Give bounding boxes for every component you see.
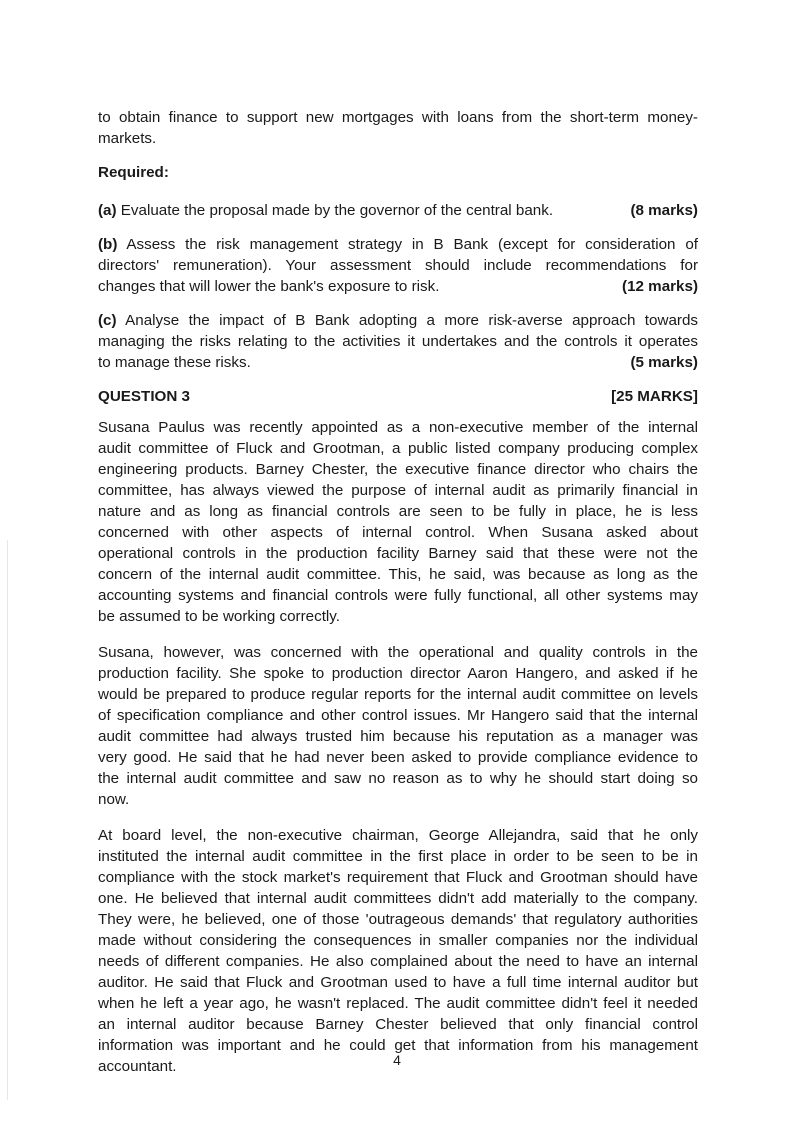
required-heading [98, 162, 698, 183]
part-letter: (a) [98, 202, 117, 219]
paragraph [98, 642, 698, 810]
text-line: accounting systems and financial controls were fully functional, all other systems may [98, 587, 698, 604]
text-line [98, 234, 698, 255]
text-line: to obtain finance to support new mortgages with loans from the short-term money- [98, 109, 698, 126]
paragraph [98, 825, 698, 1077]
part-marks: (8 marks) [630, 202, 698, 219]
text-line: Susana, however, was concerned with the operational and quality controls in the [98, 644, 698, 661]
text-line: Susana Paulus was recently appointed as a non-executive member of the internal [98, 419, 698, 436]
text-line: At board level, the non-executive chairman, George Allejandra, said that he only [98, 827, 698, 844]
text-line: compliance with the stock market's requirement that Fluck and Grootman should have [98, 869, 698, 886]
text-line: would be prepared to produce regular reports for the internal audit committee on levels [98, 686, 698, 703]
paragraph [98, 417, 698, 627]
question-marks: [25 MARKS] [611, 388, 698, 405]
question-part [98, 200, 698, 221]
text-line: markets. [98, 130, 157, 147]
part-text: to manage these risks. [98, 354, 251, 371]
part-text: changes that will lower the bank's exposure to risk. [98, 278, 440, 295]
text-line [98, 255, 698, 276]
text-line: committee, has always viewed the purpose of internal audit as primarily financial in [98, 482, 698, 499]
text-line: nature and as long as financial controls are seen to be fully in place, he is less [98, 503, 698, 520]
part-marks: (12 marks) [622, 278, 698, 295]
question-part [98, 234, 698, 297]
text-line: audit committee of Fluck and Grootman, a public listed company producing complex [98, 440, 698, 457]
text-line: now. [98, 791, 130, 808]
text-line [98, 352, 698, 373]
question-part [98, 310, 698, 373]
required-label: Required: [98, 164, 169, 181]
text-line: They were, he believed, one of those 'outrageous demands' that regulatory authorities [98, 911, 698, 928]
question-title: QUESTION 3 [98, 388, 190, 405]
text-line: the internal audit committee and saw no reason as to why he should start doing so [98, 770, 698, 787]
intro-paragraph [98, 107, 698, 149]
text-line: an internal auditor because Barney Chester believed that only financial control [98, 1016, 698, 1033]
part-text: managing the risks relating to the activities it undertakes and the controls it operates [98, 333, 698, 350]
question3-body [98, 417, 698, 1092]
text-line: needs of different companies. He also complained about the need to have an internal [98, 953, 698, 970]
part-marks: (5 marks) [630, 354, 698, 371]
text-line: very good. He said that he had never been asked to provide compliance evidence to [98, 749, 698, 766]
scan-edge-line [7, 540, 8, 1100]
text-line [98, 276, 698, 297]
text-line: when he left a year ago, he wasn't replaced. The audit committee didn't feel it needed [98, 995, 698, 1012]
text-line [98, 310, 698, 331]
text-line: audit committee had always trusted him because his reputation as a manager was [98, 728, 698, 745]
text-line: concerned with other aspects of internal control. When Susana asked about [98, 524, 698, 541]
text-line: operational controls in the production facility Barney said that these were not the [98, 545, 698, 562]
part-text: Analyse the impact of B Bank adopting a more risk-averse approach towards [116, 312, 698, 329]
part-letter: (b) [98, 236, 118, 253]
text-line: production facility. She spoke to production director Aaron Hangero, and asked if he [98, 665, 698, 682]
text-line [98, 331, 698, 352]
text-line: instituted the internal audit committee in the first place in order to be seen to be in [98, 848, 698, 865]
text-line: auditor. He said that Fluck and Grootman used to have a full time internal auditor but [98, 974, 698, 991]
question3-header [98, 386, 698, 407]
text-line: of specification compliance and other control issues. Mr Hangero said that the internal [98, 707, 698, 724]
text-line: engineering products. Barney Chester, the executive finance director who chairs the [98, 461, 698, 478]
text-line: be assumed to be working correctly. [98, 608, 340, 625]
part-text: directors' remuneration). Your assessment should include recommendations for [98, 257, 698, 274]
page-number: 4 [393, 1052, 401, 1068]
text-line: concern of the internal audit committee. This, he said, was because as long as the [98, 566, 698, 583]
text-line: information was important and he could get that information from his management [98, 1037, 698, 1054]
text-line: made without considering the consequences in smaller companies nor the individual [98, 932, 698, 949]
part-letter: (c) [98, 312, 117, 329]
text-line: accountant. [98, 1058, 177, 1075]
part-text: Evaluate the proposal made by the governor of the central bank. [116, 202, 554, 219]
part-text: Assess the risk management strategy in B Bank (except for consideration of [117, 236, 698, 253]
text-line [98, 200, 698, 221]
text-line: one. He believed that internal audit committees didn't add materially to the company. [98, 890, 698, 907]
